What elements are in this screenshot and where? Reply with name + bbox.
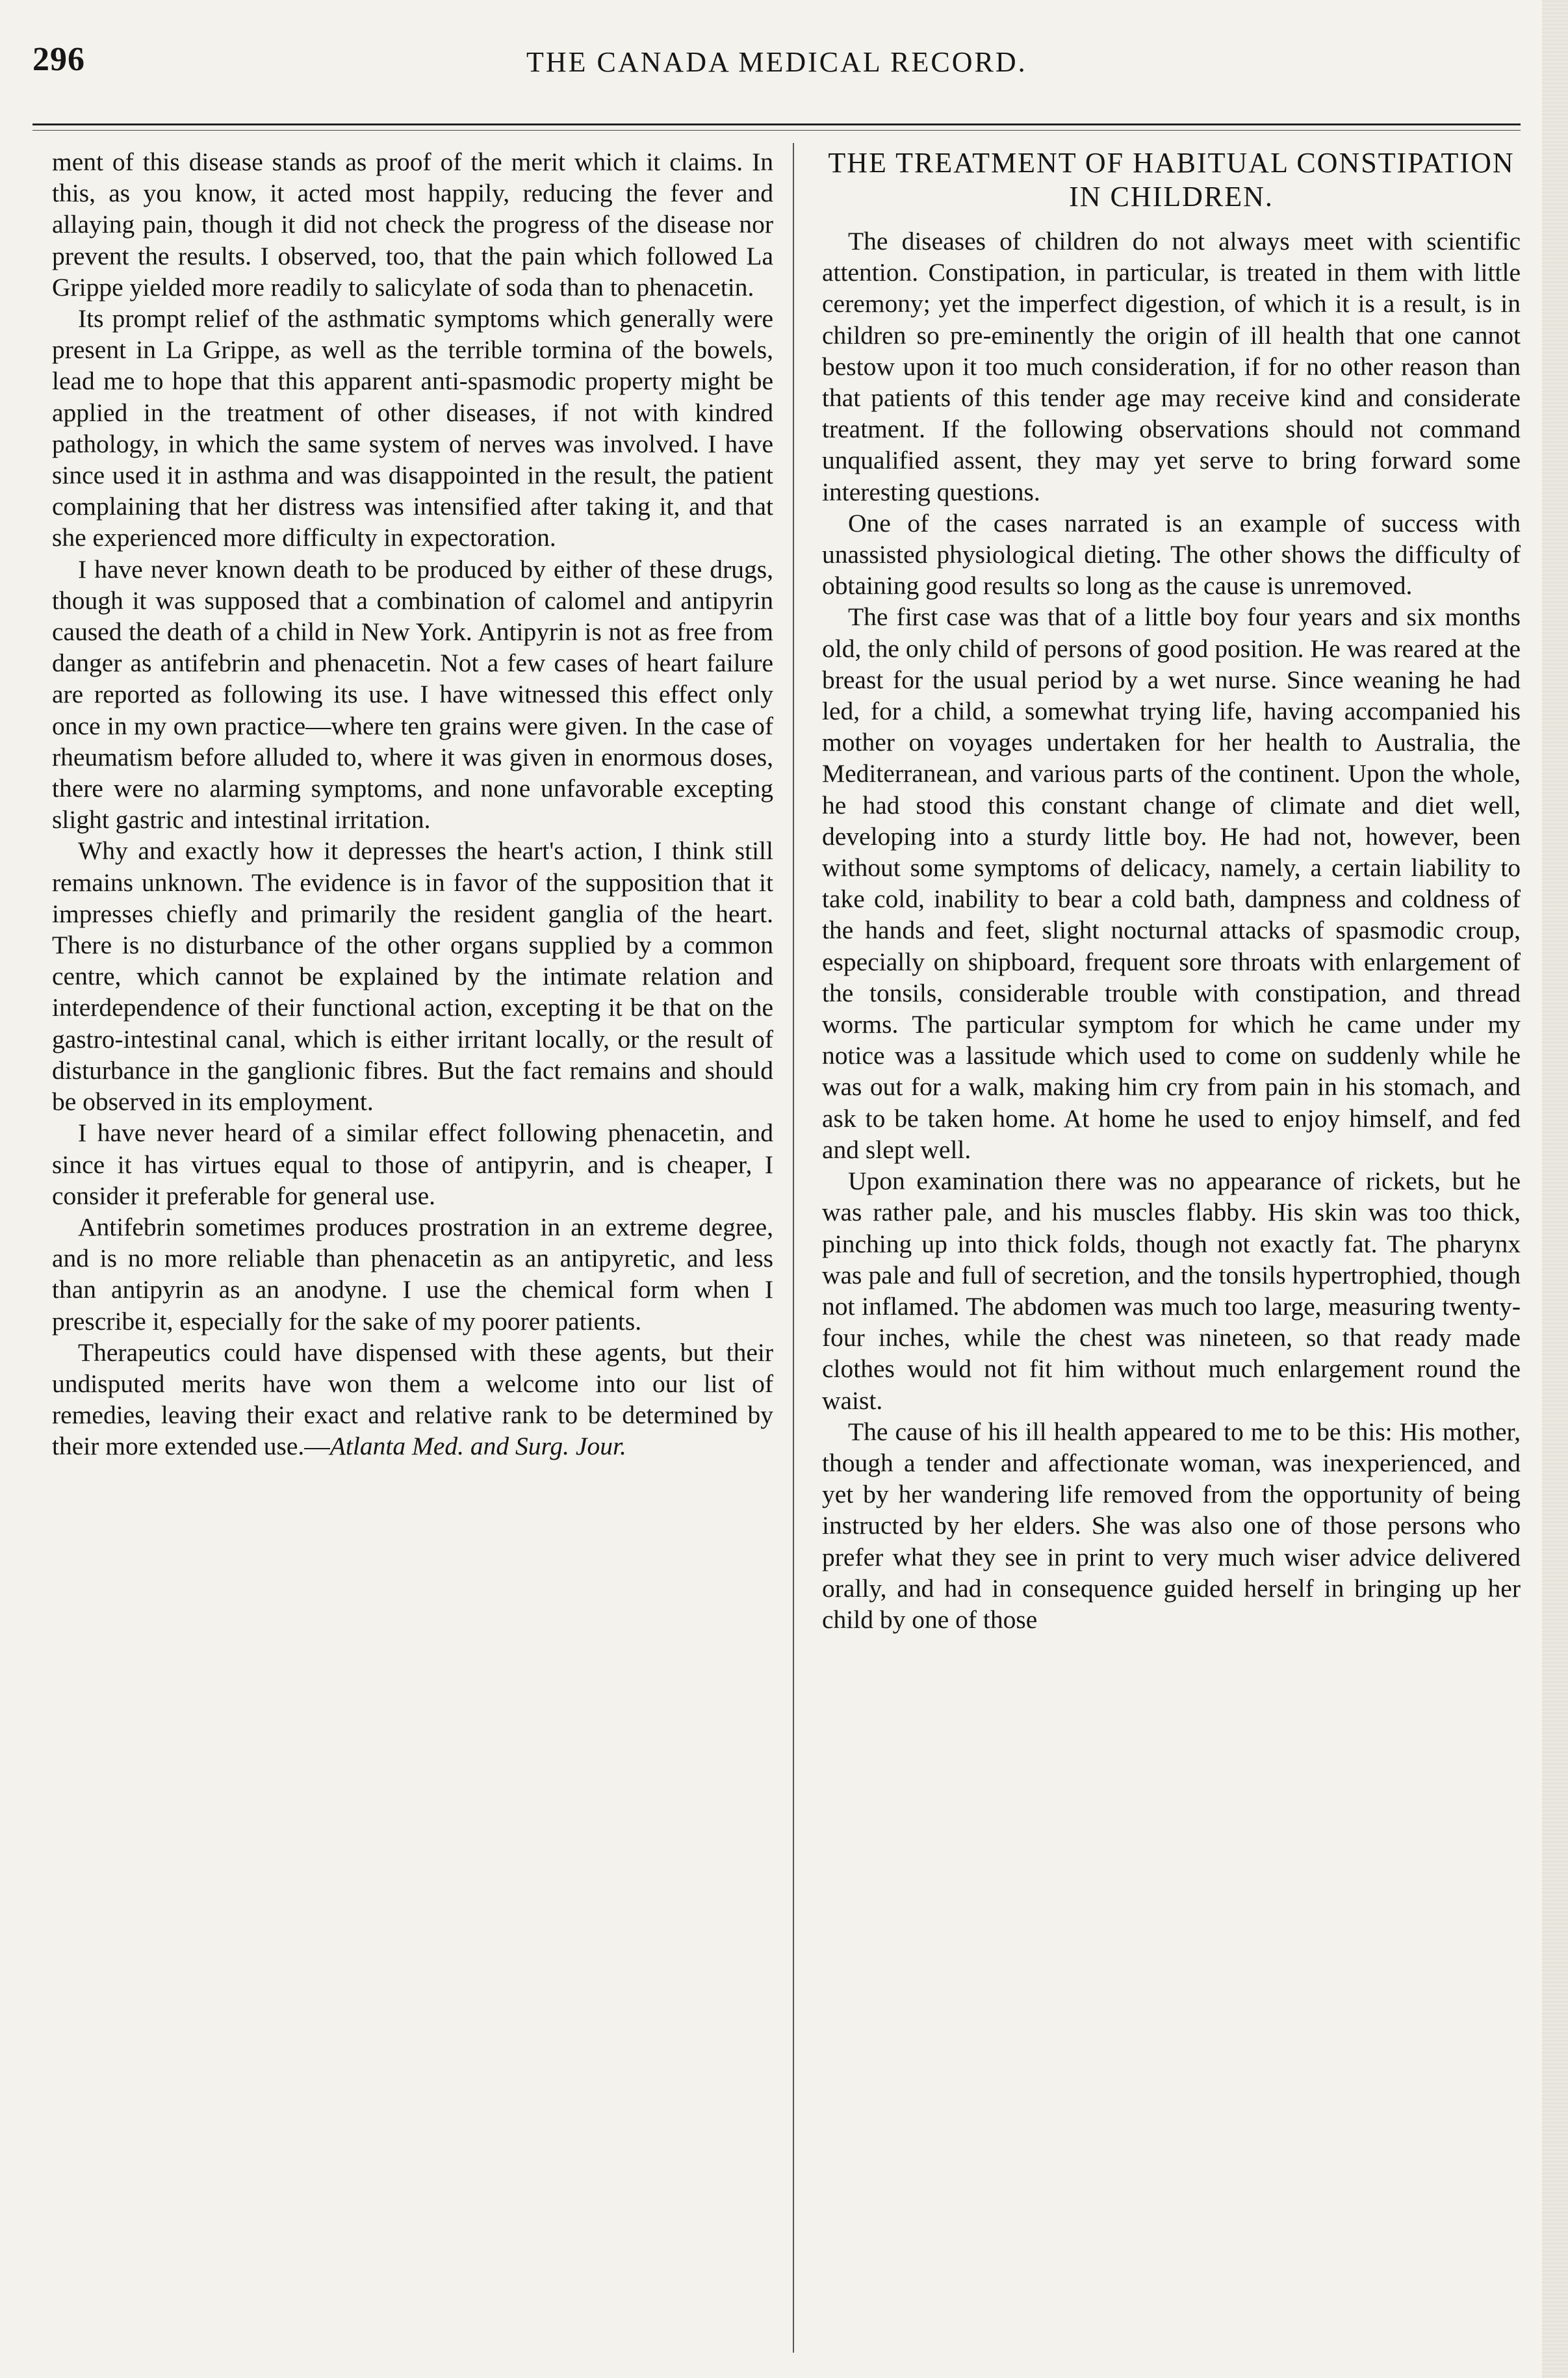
left-paragraph-7 <box>52 1337 773 1462</box>
right-column <box>822 146 1521 1635</box>
right-paragraph-3: The first case was that of a little boy four years and six months old, the only child of persons of good position. He was reared at the breast for the usual period by a wet nurse. Since weaning he had led, for a child, a somewhat trying life, having accompanied his mother on voyages undertaken for her health to Australia, the Mediterranean, and various parts of the continent. Upon the whole, he had stood this constant change of climate and diet well, developing into a sturdy little boy. He had not, however, been without some symptoms of delicacy, namely, a certain liability to take cold, inability to bear a cold bath, dampness and coldness of the hands and feet, slight nocturnal attacks of spasmodic croup, especially on shipboard, frequent sore throats with enlargement of the tonsils, considerable trouble with constipation, and thread worms. The particular symptom for which he came under my notice was a lassitude which used to come on suddenly while he was out for a walk, making him cry from pain in his stomach, and ask to be taken home. At home he used to enjoy himself, and fed and slept well. <box>822 602 1521 1164</box>
running-title: THE CANADA MEDICAL RECORD. <box>526 46 1027 78</box>
page-number: 296 <box>32 41 85 78</box>
page-header <box>32 26 1521 97</box>
left-paragraph-4: Why and exactly how it depresses the heart's action, I think still remains unknown. The evidence is in favor of the supposition that it impresses chiefly and primarily the resident ganglia of the heart. There is no disturbance of the other organs supplied by a common centre, which cannot be explained by the intimate relation and interdependence of their functional action, excepting it be that on the gastro-intestinal canal, which is either irritant locally, or the result of disturbance in the ganglionic fibres. But the fact remains and should be observed in its employment. <box>52 836 773 1117</box>
header-rule-thick <box>32 123 1521 125</box>
right-paragraph-4: Upon examination there was no appearance of rickets, but he was rather pale, and his muscles flabby. His skin was too thick, pinching up into thick folds, though not exactly fat. The pharynx was pale and full of secretion, and the tonsils hypertrophied, though not inflamed. The abdomen was much too large, measuring twenty-four inches, while the chest was nineteen, so that ready made clothes would not fit him without much enlargement round the waist. <box>822 1167 1521 1415</box>
column-divider <box>793 143 794 2353</box>
journal-page <box>32 26 1521 2359</box>
right-paragraph-2: One of the cases narrated is an example of success with unassisted physiological dieting. The other shows the difficulty of obtaining good results so long as the cause is unremoved. <box>822 508 1521 601</box>
left-paragraph-6: Antifebrin sometimes produces prostration in an extreme degree, and is no more reliable than phenacetin as an antipyretic, and less than antipyrin as an anodyne. I use the chemical form when I prescribe it, especially for the sake of my poorer patients. <box>52 1212 773 1336</box>
source-citation: Atlanta Med. and Surg. Jour. <box>329 1432 626 1461</box>
page-edge <box>1542 0 1568 2378</box>
left-column <box>52 146 773 1462</box>
right-paragraph-5: The cause of his ill health appeared to me to be this: His mother, though a tender and affectionate woman, was inexperienced, and yet by her wandering life removed from the opportunity of being instructed by her elders. She was also one of those persons who prefer what they see in print to very much wiser advice delivered orally, and had in consequence guided herself in bringing up her child by one of those <box>822 1417 1521 1634</box>
left-paragraph-2: Its prompt relief of the asthmatic symptoms which generally were present in La Grippe, as well as the terrible tormina of the bowels, lead me to hope that this apparent anti-spasmodic property might be applied in the treatment of other diseases, if not with kindred pathology, in which the same system of nerves was involved. I have since used it in asthma and was disappointed in the result, the patient complaining that her distress was intensified after taking it, and that she experienced more difficulty in expectoration. <box>52 304 773 552</box>
header-rule-thin <box>32 130 1521 131</box>
article-title: THE TREATMENT OF HABITUAL CONSTIPATION IN CHILDREN. <box>828 147 1515 213</box>
left-paragraph-7-text: Therapeutics could have dispensed with these agents, but their undisputed merits have won them a welcome into our list of remedies, leaving their exact and relative rank to be determined by their more extended use.— <box>52 1338 773 1461</box>
left-paragraph-1: ment of this disease stands as proof of the merit which it claims. In this, as you know, it acted most happily, reducing the fever and allaying pain, though it did not check the progress of the disease nor prevent the results. I observed, too, that the pain which followed La Grippe yielded more readily to salicylate of soda than to phenacetin. <box>52 148 773 302</box>
left-paragraph-3: I have never known death to be produced by either of these drugs, though it was supposed that a combination of calomel and antipyrin caused the death of a child in New York. Antipyrin is not as free from danger as antifebrin and phenacetin. Not a few cases of heart failure are reported as following its use. I have witnessed this effect only once in my own practice—where ten grains were given. In the case of rheumatism before alluded to, where it was given in enormous doses, there were no alarming symptoms, and none unfavorable excepting slight gastric and intestinal irritation. <box>52 554 773 834</box>
left-paragraph-5: I have never heard of a similar effect following phenacetin, and since it has virtues equal to those of antipyrin, and is cheaper, I consider it preferable for general use. <box>52 1118 773 1210</box>
right-paragraph-1: The diseases of children do not always meet with scientific attention. Constipation, in particular, is treated in them with little ceremony; yet the imperfect digestion, of which it is a result, is in children so pre-eminently the origin of ill health that one cannot bestow upon it too much consideration, if for no other reason than that patients of this tender age may receive kind and considerate treatment. If the following observations should not command unqualified assent, they may yet serve to bring forward some interesting questions. <box>822 227 1521 506</box>
